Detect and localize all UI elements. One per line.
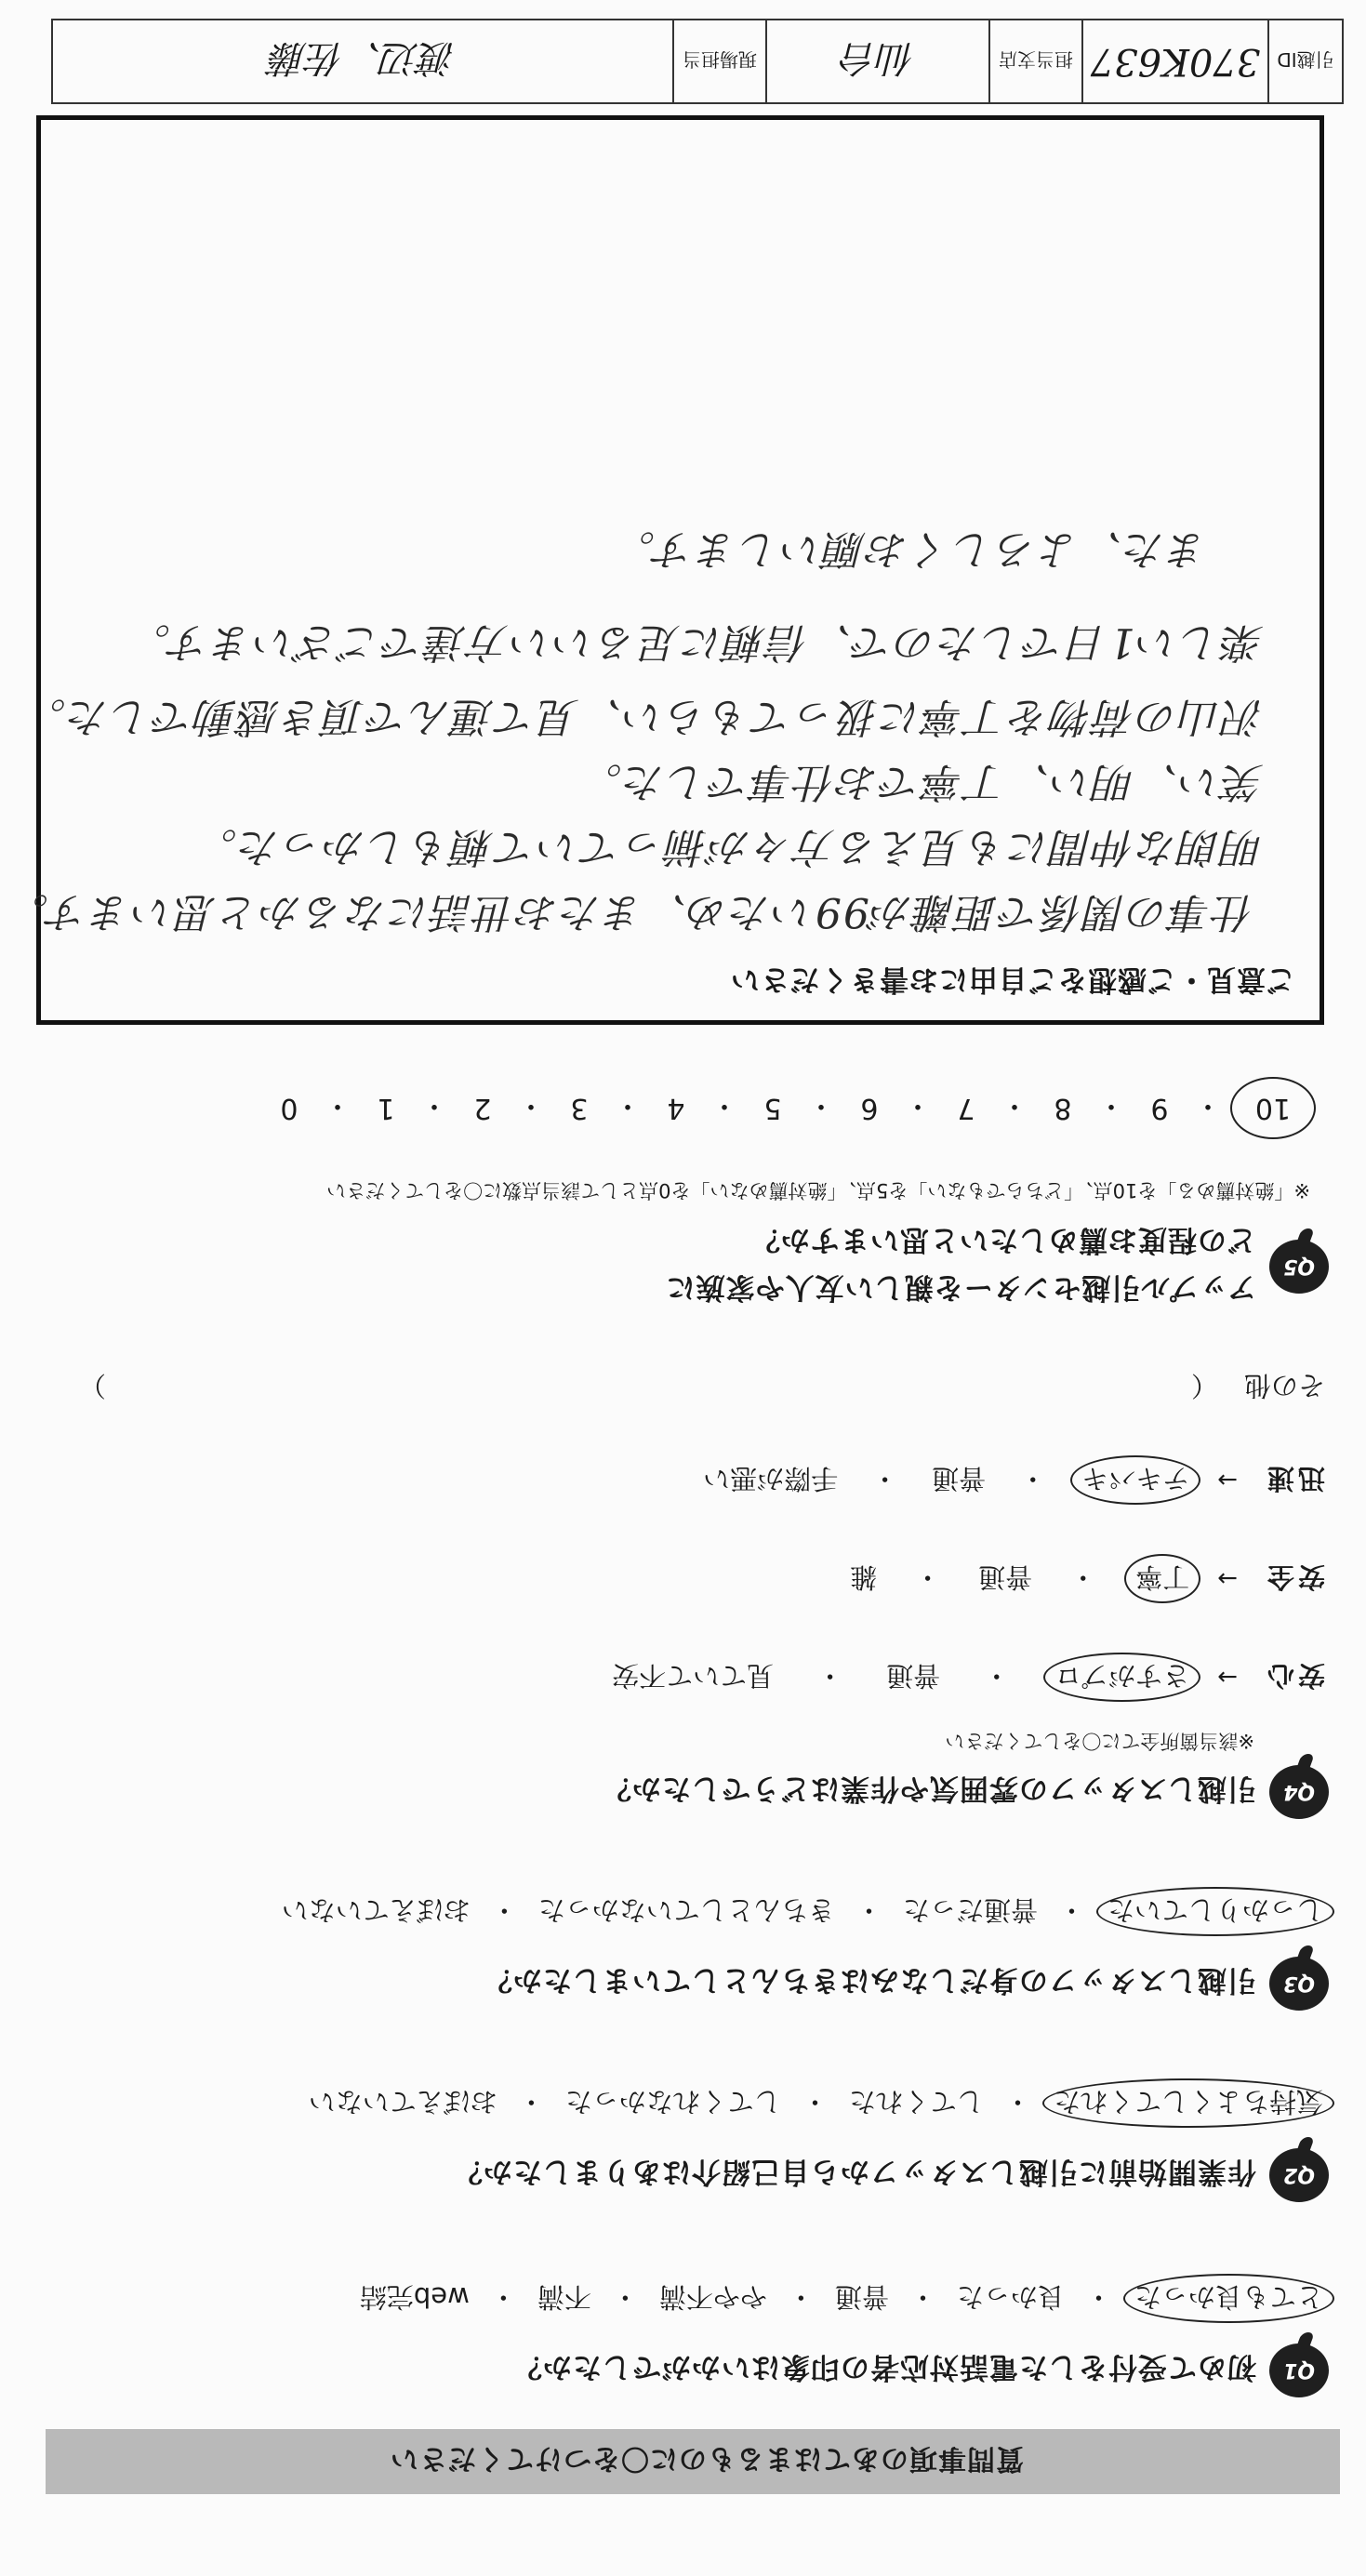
q5-question-line2: どの程度お薦めしたいと思いますか？ <box>750 1223 1256 1256</box>
q1-options: とても良かった ・ 良かった ・ 普通 ・ やや不満 ・ 不満 ・ web完結 <box>360 2279 1325 2317</box>
branch-value: 仙台 <box>765 20 988 102</box>
q2-option-dont-remember[interactable]: おぼえていない <box>308 2086 497 2118</box>
q3-badge: Q3 <box>1269 1957 1329 2011</box>
q5-score-4[interactable]: 4 <box>667 1092 685 1125</box>
comment-line: 明朗な仲間にも見える方々が揃っていて頼もしかった。 <box>194 823 1264 870</box>
q4-other-row <box>79 1368 1325 1406</box>
q1-option-very-good[interactable]: とても良かった <box>1123 2274 1334 2323</box>
comment-title: ご意見・ご感想をご自由にお書きください <box>730 963 1295 996</box>
q2-options: 気持ちよくしてくれた ・ してくれた ・ してくれなかった ・ おぼえていない <box>309 2084 1325 2122</box>
staff-label: 現場担当 <box>672 20 765 102</box>
q1-question-text: 初めて受付をした電話対応者の印象はいかがでしたか？ <box>512 2350 1256 2384</box>
q3-question-text: 引越しスタッフの身だしなみはきちんとしていましたか？ <box>483 1963 1256 1998</box>
q4-anzen-option-polite[interactable]: 丁寧 <box>1124 1554 1200 1603</box>
comment-box[interactable] <box>6 115 1324 1025</box>
branch-label: 担当支店 <box>988 20 1081 102</box>
q3-option-dont-remember[interactable]: おぼえていない <box>281 1894 471 1926</box>
q5-score-7[interactable]: 7 <box>957 1092 975 1125</box>
q5-score-0[interactable]: 0 <box>280 1092 298 1125</box>
q4-anshin-option-pro[interactable]: さすがプロ <box>1043 1653 1200 1702</box>
arrow-right-icon: → <box>1217 1663 1238 1692</box>
q3-question <box>483 1957 1329 2011</box>
q4-row-anzen-label: 安全 <box>1263 1561 1325 1593</box>
q3-option-normal[interactable]: 普通だった <box>902 1894 1038 1926</box>
q4-row-anshin: 安心 → さすがプロ ・ 普通 ・ 見ていて不安 <box>612 1658 1325 1696</box>
comment-line: 楽しい1日でしたので、信頼に足るいい方達でございます。 <box>127 618 1264 666</box>
q1-option-dissatisfied[interactable]: 不満 <box>537 2281 591 2313</box>
q4-jinsoku-option-normal[interactable]: 普通 <box>932 1463 987 1494</box>
q5-scale: 10 ・ 9 ・ 8 ・ 7 ・ 6 ・ 5 ・ 4 ・ 3 ・ 2 ・ 1 ・ 0 <box>269 1088 1310 1129</box>
arrow-right-icon: → <box>1217 1466 1238 1494</box>
comment-line: 笑い、明い、丁寧でお仕事でした。 <box>579 758 1264 805</box>
q4-jinsoku-option-clumsy[interactable]: 手際が悪い <box>703 1463 839 1494</box>
q5-score-5[interactable]: 5 <box>763 1092 782 1125</box>
q4-row-anzen: 安全 → 丁寧 ・ 普通 ・ 雑 <box>850 1560 1325 1598</box>
id-value: 370K637 <box>1081 20 1267 102</box>
q4-question <box>602 1765 1329 1819</box>
q5-note: ※「絶対薦める」を10点、「どちらでもない」を5点、「絶対薦めない」を0点として該当点数に〇をしてください <box>326 1179 1310 1202</box>
comment-line: 沢山の荷物を丁寧に扱ってもらい、見て運んで頂き感動でした。 <box>23 693 1264 740</box>
q5-score-10[interactable]: 10 <box>1230 1078 1316 1140</box>
q5-score-8[interactable]: 8 <box>1054 1092 1072 1125</box>
q4-anshin-option-normal[interactable]: 普通 <box>886 1660 941 1692</box>
q3-option-not-neat[interactable]: きちんとしていなかった <box>537 1894 835 1926</box>
q4-anzen-option-rough[interactable]: 雑 <box>850 1561 878 1593</box>
instruction-text: 質問事項のあてはまるものに〇をつけてください <box>390 2442 1024 2475</box>
comment-line: また、よろしくお願いします。 <box>612 525 1208 573</box>
q4-row-jinsoku: 迅速 → テキパキ ・ 普通 ・ 手際が悪い <box>703 1461 1325 1499</box>
q4-other-label: その他 <box>1243 1370 1325 1401</box>
q1-option-normal[interactable]: 普通 <box>834 2281 889 2313</box>
q2-option-yes[interactable]: してくれた <box>848 2086 984 2118</box>
q5-score-9[interactable]: 9 <box>1150 1092 1169 1125</box>
q5-score-6[interactable]: 6 <box>860 1092 879 1125</box>
q4-row-jinsoku-label: 迅速 <box>1263 1463 1325 1494</box>
q2-option-pleasant[interactable]: 気持ちよくしてくれた <box>1042 2078 1334 2128</box>
q1-badge: Q1 <box>1269 2344 1329 2397</box>
q5-score-1[interactable]: 1 <box>377 1092 395 1125</box>
id-label: 引越ID <box>1267 20 1342 102</box>
arrow-right-icon: → <box>1217 1564 1238 1593</box>
q1-option-slightly-dissatisfied[interactable]: やや不満 <box>658 2281 767 2313</box>
staff-id-table <box>51 19 1344 104</box>
q2-badge: Q2 <box>1269 2148 1329 2202</box>
q3-option-neat[interactable]: しっかりしていた <box>1096 1887 1334 1936</box>
q4-badge: Q4 <box>1269 1765 1329 1819</box>
instruction-banner <box>46 2429 1340 2494</box>
q1-question <box>512 2344 1329 2397</box>
q4-jinsoku-option-brisk[interactable]: テキパキ <box>1070 1455 1200 1505</box>
q5-question <box>666 1222 1329 1311</box>
q1-option-web[interactable]: web完結 <box>359 2281 470 2313</box>
comment-line: 仕事の関係で距離が99いため、またお世話になるかと思います。 <box>6 888 1254 936</box>
q4-question-text: 引越しスタッフの雰囲気や作業はどうでしたか？ <box>602 1772 1256 1806</box>
q2-option-no[interactable]: してくれなかった <box>564 2086 781 2118</box>
q4-anshin-option-uneasy[interactable]: 見ていて不安 <box>612 1660 775 1692</box>
q3-options: しっかりしていた ・ 普通だった ・ きちんとしていなかった ・ おぼえていない <box>282 1892 1325 1931</box>
q4-other-open: （ <box>1190 1370 1218 1401</box>
q4-row-anshin-label: 安心 <box>1263 1660 1325 1692</box>
q4-anzen-option-normal[interactable]: 普通 <box>978 1561 1033 1593</box>
staff-value: 渡辺、佐藤 <box>270 36 456 80</box>
q4-note: ※該当箇所全てに〇をしてください <box>945 1730 1254 1752</box>
q4-other-close: ） <box>79 1370 107 1401</box>
q2-question-text: 作業開始前に引越しスタッフから自己紹介はありましたか？ <box>453 2155 1256 2189</box>
q5-score-3[interactable]: 3 <box>570 1092 589 1125</box>
q5-badge: Q5 <box>1269 1240 1329 1294</box>
q5-question-line1: アップル引越センターを親しい友人や家族に <box>665 1270 1256 1304</box>
q5-score-2[interactable]: 2 <box>473 1092 492 1125</box>
q1-option-good[interactable]: 良かった <box>956 2281 1065 2313</box>
q2-question <box>453 2148 1329 2202</box>
